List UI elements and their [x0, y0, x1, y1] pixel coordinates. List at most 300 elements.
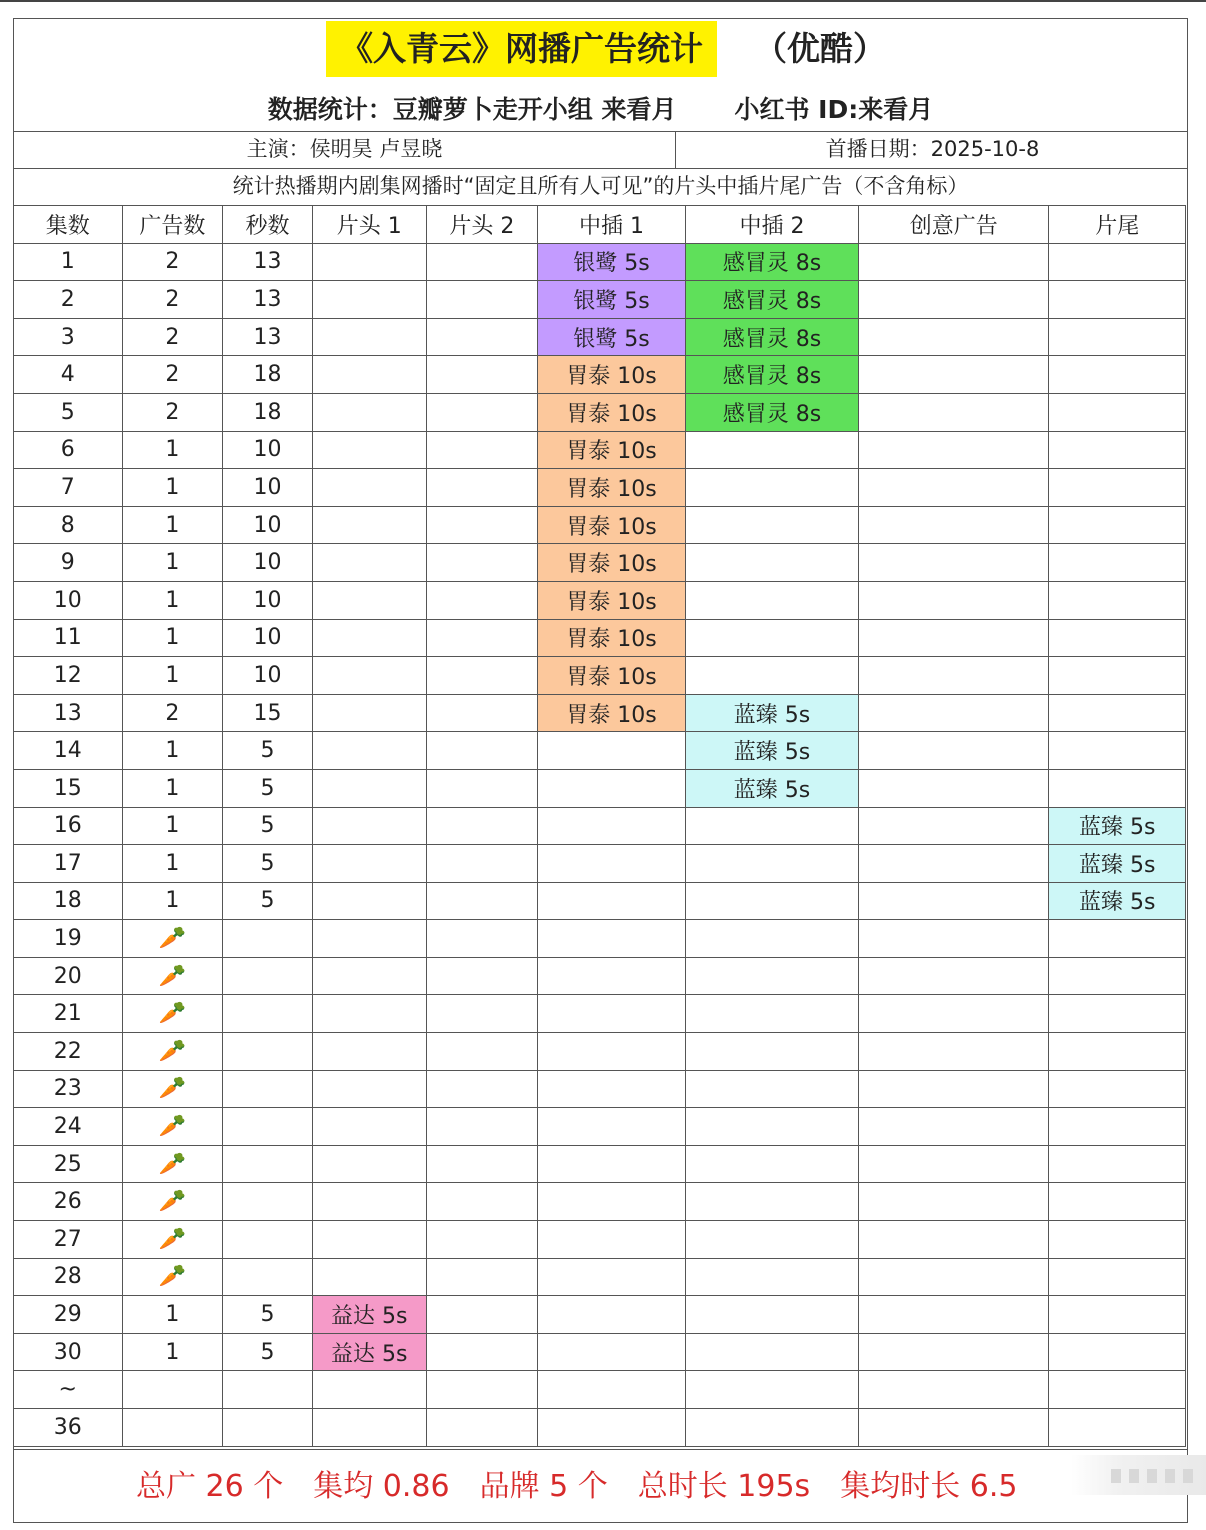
opening-2-cell: [426, 995, 538, 1033]
opening-2-cell: [426, 544, 538, 582]
xhs-id: 小红书 ID:来看月: [734, 95, 934, 124]
creative-ad-cell: [859, 318, 1049, 356]
ad-count-cell: [122, 1070, 223, 1108]
midroll-1-cell: 胃泰 10s: [538, 694, 686, 732]
header-episode: 集数: [14, 206, 123, 244]
opening-2-cell: [426, 1296, 538, 1334]
midroll-2-cell: [685, 1333, 858, 1371]
opening-1-cell: [312, 694, 426, 732]
summary-total-duration: 总时长 195s: [637, 1469, 811, 1504]
table-row: [14, 1221, 1186, 1259]
opening-1-cell: [312, 845, 426, 883]
table-row: [14, 1371, 1186, 1409]
ad-count-cell: 2: [122, 281, 223, 319]
midroll-1-cell: [538, 1296, 686, 1334]
midroll-1-cell: 胃泰 10s: [538, 393, 686, 431]
ad-count-cell: [122, 1221, 223, 1259]
episode-cell: 5: [14, 393, 123, 431]
episode-cell: 26: [14, 1183, 123, 1221]
opening-1-cell: 益达 5s: [312, 1296, 426, 1334]
opening-2-cell: [426, 657, 538, 695]
opening-1-cell: [312, 882, 426, 920]
credit-line: [14, 89, 1187, 131]
ending-cell: [1049, 431, 1186, 469]
table-row: [14, 431, 1186, 469]
opening-1-cell: [312, 1070, 426, 1108]
seconds-cell: 10: [223, 544, 313, 582]
ending-cell: [1049, 657, 1186, 695]
ending-cell: 蓝臻 5s: [1049, 845, 1186, 883]
ending-cell: [1049, 544, 1186, 582]
table-row: [14, 619, 1186, 657]
carrot-icon: 🥕: [158, 1151, 187, 1177]
midroll-1-cell: 银鹭 5s: [538, 318, 686, 356]
top-border-line: [0, 0, 1206, 2]
opening-2-cell: [426, 882, 538, 920]
ad-count-cell: 1: [122, 469, 223, 507]
ad-stats-sheet: [13, 18, 1188, 1523]
ending-cell: [1049, 1409, 1186, 1447]
seconds-cell: [223, 1108, 313, 1146]
table-header-row: [14, 206, 1186, 244]
seconds-cell: 18: [223, 356, 313, 394]
seconds-cell: 10: [223, 581, 313, 619]
midroll-1-cell: [538, 1221, 686, 1259]
table-row: [14, 882, 1186, 920]
opening-2-cell: [426, 619, 538, 657]
episode-cell: 24: [14, 1108, 123, 1146]
seconds-cell: 5: [223, 882, 313, 920]
seconds-cell: 10: [223, 506, 313, 544]
midroll-2-cell: [685, 544, 858, 582]
ending-cell: [1049, 506, 1186, 544]
episode-cell: 2: [14, 281, 123, 319]
ending-cell: [1049, 995, 1186, 1033]
seconds-cell: 5: [223, 1333, 313, 1371]
opening-2-cell: [426, 1258, 538, 1296]
seconds-cell: [223, 920, 313, 958]
page-title: 《入青云》网播广告统计: [326, 21, 717, 77]
ad-count-cell: 1: [122, 807, 223, 845]
seconds-cell: 13: [223, 318, 313, 356]
table-row: [14, 732, 1186, 770]
ending-cell: [1049, 619, 1186, 657]
ending-cell: [1049, 581, 1186, 619]
midroll-2-cell: [685, 506, 858, 544]
table-row: [14, 469, 1186, 507]
ad-count-cell: [122, 957, 223, 995]
episode-cell: 21: [14, 995, 123, 1033]
midroll-2-cell: [685, 1371, 858, 1409]
table-row: [14, 1145, 1186, 1183]
ad-count-cell: 2: [122, 694, 223, 732]
episode-cell: 17: [14, 845, 123, 883]
opening-1-cell: [312, 1145, 426, 1183]
ad-count-cell: 2: [122, 393, 223, 431]
ending-cell: [1049, 1258, 1186, 1296]
table-row: [14, 845, 1186, 883]
table-row: [14, 995, 1186, 1033]
midroll-2-cell: [685, 1296, 858, 1334]
midroll-1-cell: [538, 1033, 686, 1071]
table-row: [14, 1070, 1186, 1108]
creative-ad-cell: [859, 1145, 1049, 1183]
creative-ad-cell: [859, 1296, 1049, 1334]
creative-ad-cell: [859, 657, 1049, 695]
ad-count-cell: [122, 1145, 223, 1183]
ad-count-cell: [122, 1033, 223, 1071]
creative-ad-cell: [859, 1033, 1049, 1071]
opening-2-cell: [426, 356, 538, 394]
ad-count-cell: 1: [122, 1333, 223, 1371]
episode-cell: 18: [14, 882, 123, 920]
episode-cell: 36: [14, 1409, 123, 1447]
midroll-2-cell: [685, 1070, 858, 1108]
creative-ad-cell: [859, 1258, 1049, 1296]
creative-ad-cell: [859, 356, 1049, 394]
midroll-1-cell: [538, 1409, 686, 1447]
midroll-2-cell: 蓝臻 5s: [685, 694, 858, 732]
creative-ad-cell: [859, 393, 1049, 431]
opening-1-cell: [312, 281, 426, 319]
midroll-1-cell: [538, 1258, 686, 1296]
creative-ad-cell: [859, 281, 1049, 319]
opening-2-cell: [426, 243, 538, 281]
episode-cell: 28: [14, 1258, 123, 1296]
seconds-cell: [223, 1070, 313, 1108]
midroll-1-cell: 胃泰 10s: [538, 581, 686, 619]
creative-ad-cell: [859, 581, 1049, 619]
seconds-cell: 10: [223, 619, 313, 657]
ad-count-cell: [122, 1183, 223, 1221]
ending-cell: [1049, 920, 1186, 958]
seconds-cell: 18: [223, 393, 313, 431]
midroll-1-cell: [538, 807, 686, 845]
midroll-1-cell: [538, 1108, 686, 1146]
seconds-cell: 5: [223, 845, 313, 883]
opening-1-cell: [312, 957, 426, 995]
ad-count-cell: 1: [122, 769, 223, 807]
midroll-1-cell: [538, 769, 686, 807]
episode-cell: 30: [14, 1333, 123, 1371]
opening-1-cell: [312, 1108, 426, 1146]
midroll-2-cell: 感冒灵 8s: [685, 281, 858, 319]
header-ad-count: 广告数: [122, 206, 223, 244]
episode-cell: 11: [14, 619, 123, 657]
seconds-cell: 13: [223, 243, 313, 281]
seconds-cell: [223, 995, 313, 1033]
creative-ad-cell: [859, 845, 1049, 883]
episode-cell: ~: [14, 1371, 123, 1409]
midroll-1-cell: [538, 920, 686, 958]
opening-1-cell: [312, 1033, 426, 1071]
episode-cell: 14: [14, 732, 123, 770]
midroll-1-cell: 银鹭 5s: [538, 281, 686, 319]
episode-cell: 22: [14, 1033, 123, 1071]
opening-1-cell: [312, 732, 426, 770]
ad-count-cell: 1: [122, 431, 223, 469]
opening-1-cell: [312, 1258, 426, 1296]
opening-1-cell: [312, 393, 426, 431]
opening-2-cell: [426, 1183, 538, 1221]
summary-per-episode: 集均 0.86: [313, 1469, 450, 1504]
creative-ad-cell: [859, 1409, 1049, 1447]
creative-ad-cell: [859, 920, 1049, 958]
creative-ad-cell: [859, 506, 1049, 544]
table-row: [14, 1296, 1186, 1334]
midroll-2-cell: [685, 1258, 858, 1296]
ending-cell: 蓝臻 5s: [1049, 882, 1186, 920]
seconds-cell: [223, 1409, 313, 1447]
midroll-1-cell: [538, 957, 686, 995]
seconds-cell: [223, 1145, 313, 1183]
header-midroll-2: 中插 2: [685, 206, 858, 244]
midroll-2-cell: 感冒灵 8s: [685, 393, 858, 431]
midroll-1-cell: [538, 732, 686, 770]
ad-count-cell: [122, 995, 223, 1033]
episode-cell: 10: [14, 581, 123, 619]
midroll-2-cell: [685, 581, 858, 619]
midroll-1-cell: [538, 1333, 686, 1371]
ad-count-cell: [122, 1371, 223, 1409]
midroll-1-cell: [538, 1070, 686, 1108]
seconds-cell: [223, 1033, 313, 1071]
ad-count-cell: [122, 920, 223, 958]
midroll-2-cell: [685, 1221, 858, 1259]
midroll-2-cell: [685, 807, 858, 845]
table-row: [14, 807, 1186, 845]
episode-cell: 19: [14, 920, 123, 958]
carrot-icon: 🥕: [158, 1226, 187, 1252]
opening-2-cell: [426, 957, 538, 995]
seconds-cell: 10: [223, 469, 313, 507]
creative-ad-cell: [859, 1183, 1049, 1221]
opening-2-cell: [426, 431, 538, 469]
ad-count-cell: 2: [122, 318, 223, 356]
seconds-cell: 5: [223, 769, 313, 807]
episode-cell: 9: [14, 544, 123, 582]
creative-ad-cell: [859, 1221, 1049, 1259]
seconds-cell: [223, 957, 313, 995]
opening-1-cell: [312, 769, 426, 807]
opening-2-cell: [426, 1070, 538, 1108]
opening-2-cell: [426, 1221, 538, 1259]
ending-cell: [1049, 1371, 1186, 1409]
opening-2-cell: [426, 1033, 538, 1071]
episode-cell: 3: [14, 318, 123, 356]
ad-count-cell: 1: [122, 882, 223, 920]
opening-2-cell: [426, 318, 538, 356]
opening-1-cell: [312, 1409, 426, 1447]
creative-ad-cell: [859, 1371, 1049, 1409]
midroll-2-cell: [685, 1033, 858, 1071]
carrot-icon: 🥕: [158, 1189, 187, 1215]
ad-count-cell: 1: [122, 657, 223, 695]
table-body: [14, 243, 1186, 1446]
midroll-2-cell: [685, 1145, 858, 1183]
ending-cell: [1049, 281, 1186, 319]
creative-ad-cell: [859, 769, 1049, 807]
ending-cell: [1049, 393, 1186, 431]
opening-1-cell: [312, 318, 426, 356]
midroll-1-cell: 胃泰 10s: [538, 469, 686, 507]
creative-ad-cell: [859, 544, 1049, 582]
seconds-cell: [223, 1221, 313, 1259]
opening-1-cell: [312, 1371, 426, 1409]
title-row: [14, 19, 1187, 89]
seconds-cell: 5: [223, 1296, 313, 1334]
scope-note: 统计热播期内剧集网播时“固定且所有人可见”的片头中插片尾广告（不含角标）: [232, 174, 969, 198]
episode-cell: 1: [14, 243, 123, 281]
summary-total: 总广 26 个: [136, 1469, 284, 1504]
midroll-2-cell: [685, 882, 858, 920]
carrot-icon: 🥕: [158, 1114, 187, 1140]
opening-2-cell: [426, 769, 538, 807]
table-row: [14, 393, 1186, 431]
opening-1-cell: [312, 807, 426, 845]
opening-1-cell: 益达 5s: [312, 1333, 426, 1371]
opening-1-cell: [312, 995, 426, 1033]
ad-count-cell: [122, 1258, 223, 1296]
table-row: [14, 1409, 1186, 1447]
midroll-1-cell: [538, 1183, 686, 1221]
midroll-1-cell: 胃泰 10s: [538, 657, 686, 695]
episode-cell: 16: [14, 807, 123, 845]
episode-cell: 15: [14, 769, 123, 807]
ad-count-cell: [122, 1409, 223, 1447]
seconds-cell: 10: [223, 657, 313, 695]
opening-2-cell: [426, 393, 538, 431]
midroll-1-cell: [538, 995, 686, 1033]
ad-count-cell: 1: [122, 732, 223, 770]
summary-line: [14, 1449, 1187, 1524]
carrot-icon: 🥕: [158, 926, 187, 952]
opening-2-cell: [426, 1108, 538, 1146]
seconds-cell: 13: [223, 281, 313, 319]
ad-table: [13, 205, 1186, 1447]
table-row: [14, 1183, 1186, 1221]
midroll-1-cell: 胃泰 10s: [538, 506, 686, 544]
seconds-cell: [223, 1258, 313, 1296]
opening-1-cell: [312, 581, 426, 619]
creative-ad-cell: [859, 1108, 1049, 1146]
table-row: [14, 769, 1186, 807]
creative-ad-cell: [859, 732, 1049, 770]
opening-1-cell: [312, 243, 426, 281]
midroll-2-cell: 感冒灵 8s: [685, 318, 858, 356]
ending-cell: [1049, 769, 1186, 807]
ad-count-cell: 1: [122, 845, 223, 883]
midroll-1-cell: [538, 1145, 686, 1183]
opening-2-cell: [426, 845, 538, 883]
ending-cell: [1049, 356, 1186, 394]
ad-count-cell: 1: [122, 1296, 223, 1334]
midroll-1-cell: [538, 1371, 686, 1409]
opening-1-cell: [312, 657, 426, 695]
carrot-icon: 🥕: [158, 963, 187, 989]
opening-1-cell: [312, 1221, 426, 1259]
midroll-2-cell: 蓝臻 5s: [685, 732, 858, 770]
episode-cell: 13: [14, 694, 123, 732]
ad-count-cell: 1: [122, 544, 223, 582]
summary-avg-duration: 集均时长 6.5: [840, 1469, 1018, 1504]
ad-count-cell: 1: [122, 581, 223, 619]
table-row: [14, 694, 1186, 732]
ending-cell: [1049, 1221, 1186, 1259]
opening-2-cell: [426, 807, 538, 845]
table-row: [14, 920, 1186, 958]
info-row: [14, 131, 1187, 168]
episode-cell: 25: [14, 1145, 123, 1183]
episode-cell: 20: [14, 957, 123, 995]
carrot-icon: 🥕: [158, 1076, 187, 1102]
table-row: [14, 581, 1186, 619]
ending-cell: [1049, 1070, 1186, 1108]
ending-cell: 蓝臻 5s: [1049, 807, 1186, 845]
opening-2-cell: [426, 732, 538, 770]
creative-ad-cell: [859, 995, 1049, 1033]
ending-cell: [1049, 1333, 1186, 1371]
opening-1-cell: [312, 469, 426, 507]
header-midroll-1: 中插 1: [538, 206, 686, 244]
creative-ad-cell: [859, 807, 1049, 845]
ending-cell: [1049, 957, 1186, 995]
carrot-icon: 🥕: [158, 1038, 187, 1064]
opening-2-cell: [426, 1371, 538, 1409]
seconds-cell: [223, 1371, 313, 1409]
ending-cell: [1049, 1033, 1186, 1071]
midroll-2-cell: 感冒灵 8s: [685, 356, 858, 394]
table-row: [14, 957, 1186, 995]
seconds-cell: 15: [223, 694, 313, 732]
episode-cell: 6: [14, 431, 123, 469]
creative-ad-cell: [859, 469, 1049, 507]
midroll-2-cell: [685, 1409, 858, 1447]
midroll-1-cell: 胃泰 10s: [538, 431, 686, 469]
watermark-blur: [1071, 1455, 1206, 1495]
midroll-1-cell: [538, 882, 686, 920]
carrot-icon: 🥕: [158, 1264, 187, 1290]
midroll-2-cell: [685, 469, 858, 507]
midroll-1-cell: 胃泰 10s: [538, 544, 686, 582]
episode-cell: 12: [14, 657, 123, 695]
ending-cell: [1049, 243, 1186, 281]
midroll-2-cell: [685, 431, 858, 469]
creative-ad-cell: [859, 882, 1049, 920]
midroll-2-cell: 感冒灵 8s: [685, 243, 858, 281]
ending-cell: [1049, 1145, 1186, 1183]
ending-cell: [1049, 694, 1186, 732]
ending-cell: [1049, 469, 1186, 507]
midroll-2-cell: [685, 1183, 858, 1221]
opening-2-cell: [426, 581, 538, 619]
midroll-2-cell: 蓝臻 5s: [685, 769, 858, 807]
premiere-date: 首播日期：2025-10-8: [825, 137, 1040, 161]
table-row: [14, 1108, 1186, 1146]
ending-cell: [1049, 1183, 1186, 1221]
creative-ad-cell: [859, 243, 1049, 281]
creative-ad-cell: [859, 619, 1049, 657]
midroll-2-cell: [685, 957, 858, 995]
seconds-cell: 5: [223, 732, 313, 770]
ending-cell: [1049, 1108, 1186, 1146]
episode-cell: 23: [14, 1070, 123, 1108]
creative-ad-cell: [859, 431, 1049, 469]
ad-count-cell: 2: [122, 356, 223, 394]
table-row: [14, 281, 1186, 319]
opening-1-cell: [312, 1183, 426, 1221]
opening-1-cell: [312, 506, 426, 544]
